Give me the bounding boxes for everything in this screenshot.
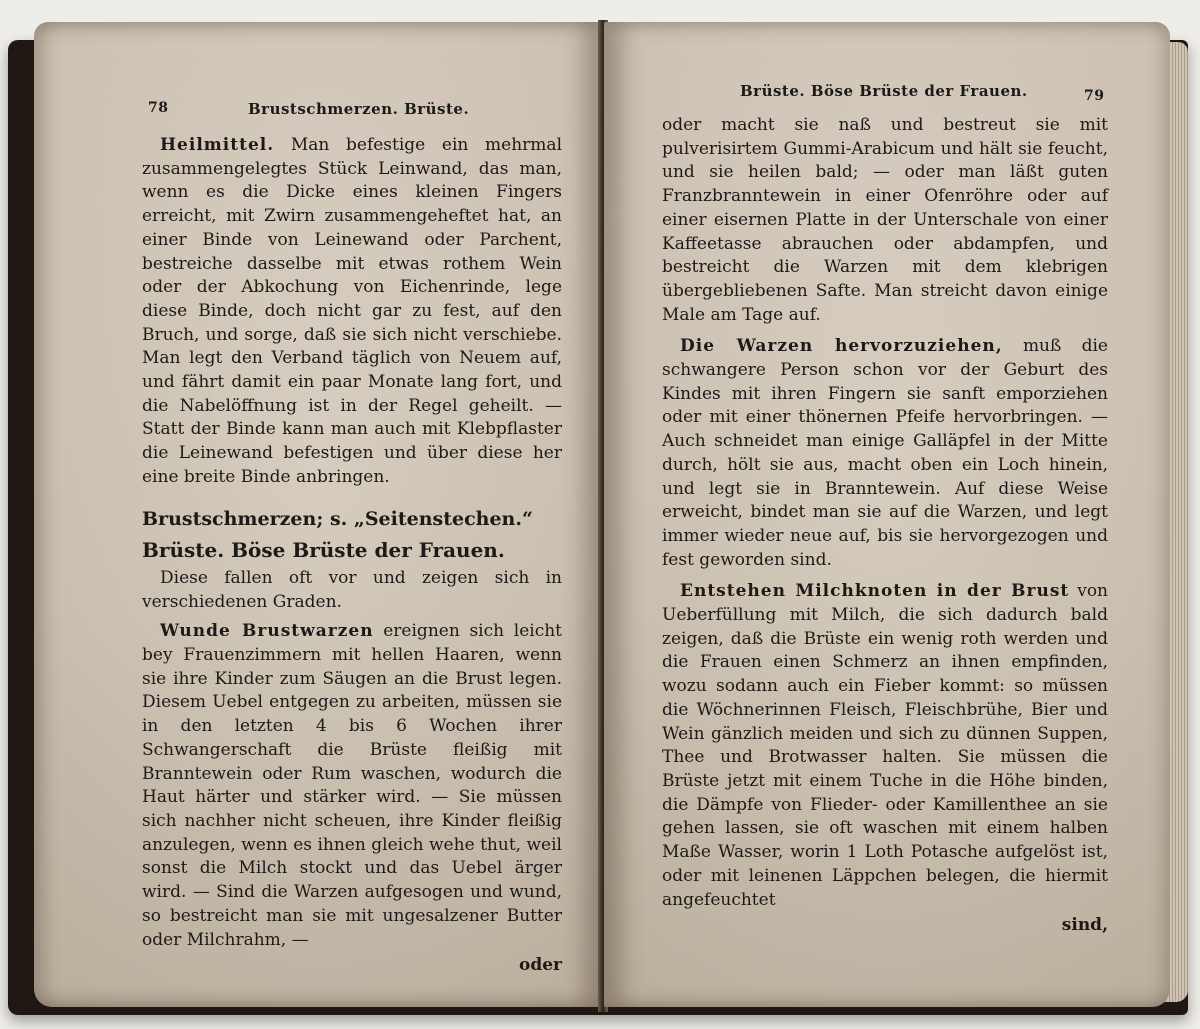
paragraph-lead: Heilmittel. (160, 135, 275, 155)
section-heading: Brustschmerzen; s. „Seitenstechen.“ (142, 507, 533, 530)
left-running-head: Brustschmerzen. Brüste. (248, 100, 470, 118)
open-book (8, 12, 1194, 1020)
paragraph-text: Man befestige ein mehrmal zusammengelegtes Stück Leinwand, das man, wenn es die Dicke eines kleinen Fingers erreicht, mit Zwirn zusammengeheftet hat, an einer Binde von Leinewand oder Parchent, bestreiche dasselbe mit etwas rothem Wein oder der Abkochung von Eichenrinde, lege diese Binde, doch nicht gar zu fest, auf den Bruch, und sorge, daß sie sich nicht verschiebe. Man legt den Verband täglich von Neuem auf, und fährt damit ein paar Monate lang fort, und die Nabelöffnung ist in der Regel geheilt. — Statt der Binde kann man auch mit Klebpflaster die Leinewand befestigen und über diese her eine breite Binde anbringen. (142, 135, 562, 487)
right-page (604, 22, 1170, 1007)
catchword: sind, (1061, 915, 1108, 936)
right-running-head: Brüste. Böse Brüste der Frauen. (740, 82, 1028, 100)
left-page-number: 78 (148, 100, 169, 116)
paragraph-text: ereignen sich leicht bey Frauenzimmern mit hellen Haaren, wenn sie ihre Kinder zum Säugen an die Brust legen. Diesem Uebel entgegen zu arbeiten, müssen sie in den letzten 4 bis 6 Wochen ihrer Schwangerschaft die Brüste fleißig mit Branntewein oder Rum waschen, wodurch die Haut härter und stärker wird. — Sie müssen sich nachher nicht scheuen, ihre Kinder fleißig anzulegen, wenn es ihnen gleich wehe thut, weil sonst die Milch stockt und das Uebel ärger wird. — Sind die Warzen aufgesogen und wund, so bestreicht man sie mit ungesalzener Butter oder Milchrahm, — (142, 621, 562, 950)
paragraph-lead: Wunde Brustwarzen (160, 621, 374, 642)
left-page-text (142, 134, 562, 978)
left-page (34, 22, 602, 1007)
section-heading: Brüste. Böse Brüste der Frauen. (142, 538, 505, 563)
catchword: oder (519, 955, 562, 976)
paragraph-lead: Die Warzen hervorzuziehen, (680, 336, 1003, 357)
right-page-number: 79 (1084, 88, 1105, 104)
paragraph (142, 620, 562, 952)
paragraph (662, 335, 1108, 572)
paragraph: Diese fallen oft vor und zeigen sich in verschiedenen Graden. (142, 567, 562, 612)
right-page-text (662, 114, 1108, 938)
paragraph: oder macht sie naß und bestreut sie mit pulverisirtem Gummi-Arabicum und hält sie feucht, und sie heilen bald; — oder man läßt guten Franzbranntewein in einer Ofenröhre oder auf einer eisernen Platte in der Unterschale von einer Kaffeetasse abrauchen oder abdampfen, und bestreicht die Warzen mit dem klebrigen übergebliebenen Safte. Man streicht davon einige Male am Tage auf. (662, 115, 1108, 325)
paragraph-lead: Entstehen Milchknoten in der Brust (680, 581, 1070, 602)
paragraph-text: von Ueberfüllung mit Milch, die sich dadurch bald zeigen, daß die Brüste ein wenig roth werden und die Frauen einen Schmerz an ihnen empfinden, wozu sodann auch ein Fieber kommt: so müssen die Wöchnerinnen Fleisch, Fleischbrühe, Bier und Wein gänzlich meiden und sich zu dünnen Suppen, Thee und Brotwasser halten. Sie müssen die Brüste jetzt mit einem Tuche in die Höhe binden, die Dämpfe von Flieder- oder Kamillenthee an sie gehen lassen, sie oft waschen mit einem halben Maße Wasser, worin 1 Loth Potasche aufgelöst ist, oder mit leinenen Läppchen belegen, die hiermit angefeuchtet (662, 581, 1109, 910)
paragraph (142, 134, 562, 490)
paragraph-text: muß die schwangere Person schon vor der Geburt des Kindes mit ihren Fingern sie sanft emporziehen oder mit einer thönernen Pfeife hervorbringen. — Auch schneidet man einige Galläpfel in der Mitte durch, hölt sie aus, macht oben ein Loch hinein, und legt sie in Branntewein. Auf diese Weise erweicht, bindet man sie auf die Warzen, und legt immer wieder neue auf, bis sie hervorgezogen und fest geworden sind. (662, 336, 1108, 570)
paragraph (662, 580, 1108, 912)
